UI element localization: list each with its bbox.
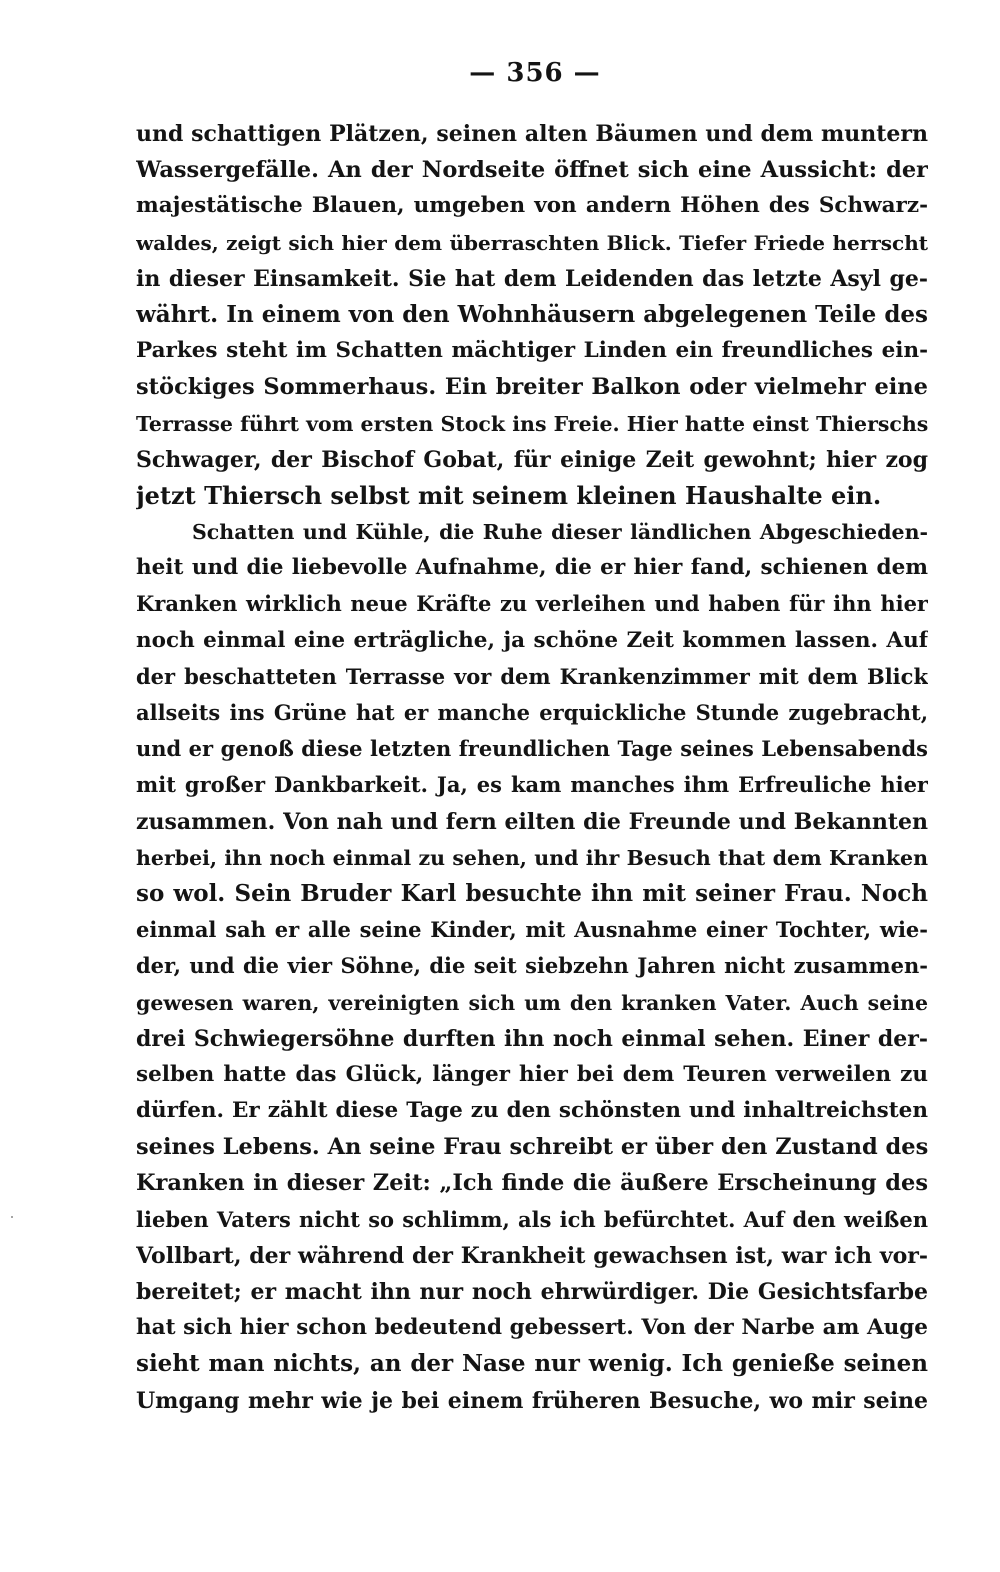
text-line: und schattigen Plätzen, seinen alten Bäumen und dem muntern bbox=[136, 121, 928, 147]
text-line: Terrasse führt vom ersten Stock ins Freie. Hier hatte einst Thierschs bbox=[136, 411, 928, 436]
text-line: Wassergefälle. An der Nordseite öffnet sich eine Aussicht: der bbox=[136, 157, 928, 184]
text-line: einmal sah er alle seine Kinder, mit Ausnahme einer Tochter, wie- bbox=[136, 917, 928, 943]
text-line: waldes, zeigt sich hier dem überraschten Blick. Tiefer Friede herrscht bbox=[136, 230, 928, 255]
text-line: drei Schwiegersöhne durften ihn noch einmal sehen. Einer der- bbox=[136, 1025, 928, 1052]
text-line: währt. In einem von den Wohnhäusern abgelegenen Teile des bbox=[136, 300, 928, 328]
text-line: selben hatte das Glück, länger hier bei dem Teuren verweilen zu bbox=[136, 1061, 928, 1087]
text-line: bereitet; er macht ihn nur noch ehrwürdiger. Die Gesichtsfarbe bbox=[136, 1279, 928, 1305]
body-text bbox=[136, 116, 928, 1419]
text-line: Umgang mehr wie je bei einem früheren Besuche, wo mir seine bbox=[136, 1387, 928, 1414]
text-line: seines Lebens. An seine Frau schreibt er über den Zustand des bbox=[136, 1134, 928, 1161]
text-line: Vollbart, der während der Krankheit gewachsen ist, war ich vor- bbox=[136, 1242, 928, 1269]
text-line: und er genoß diese letzten freundlichen Tage seines Lebensabends bbox=[136, 736, 928, 762]
text-line: in dieser Einsamkeit. Sie hat dem Leidenden das letzte Asyl ge- bbox=[136, 265, 928, 292]
text-line: majestätische Blauen, umgeben von andern Höhen des Schwarz- bbox=[136, 193, 928, 219]
text-line: gewesen waren, vereinigten sich um den kranken Vater. Auch seine bbox=[136, 990, 928, 1015]
text-line: stöckiges Sommerhaus. Ein breiter Balkon oder vielmehr eine bbox=[136, 374, 928, 401]
text-line: Schwager, der Bischof Gobat, für einige Zeit gewohnt; hier zog bbox=[136, 446, 928, 473]
text-line: Kranken wirklich neue Kräfte zu verleihen und haben für ihn hier bbox=[136, 591, 928, 617]
scan-speck bbox=[11, 1216, 13, 1218]
text-line: der, und die vier Söhne, die seit siebzehn Jahren nicht zusammen- bbox=[136, 953, 928, 979]
text-line: mit großer Dankbarkeit. Ja, es kam manches ihm Erfreuliche hier bbox=[136, 772, 928, 798]
text-line: heit und die liebevolle Aufnahme, die er hier fand, schienen dem bbox=[136, 555, 928, 581]
paragraph-start-line: Schatten und Kühle, die Ruhe dieser ländlichen Abgeschieden- bbox=[192, 520, 928, 545]
text-line: so wol. Sein Bruder Karl besuchte ihn mit seiner Frau. Noch bbox=[136, 879, 928, 907]
text-line: Kranken in dieser Zeit: „Ich finde die äußere Erscheinung des bbox=[136, 1170, 928, 1197]
page-number: — 356 — bbox=[469, 58, 601, 88]
text-line: Parkes steht im Schatten mächtiger Linden ein freundliches ein- bbox=[136, 338, 928, 364]
text-line: sieht man nichts, an der Nase nur wenig. Ich genieße seinen bbox=[136, 1350, 928, 1378]
text-line: herbei, ihn noch einmal zu sehen, und ihr Besuch that dem Kranken bbox=[136, 845, 928, 870]
text-line: lieben Vaters nicht so schlimm, als ich befürchtet. Auf den weißen bbox=[136, 1206, 928, 1232]
text-line: hat sich hier schon bedeutend gebessert. Von der Narbe am Auge bbox=[136, 1315, 928, 1341]
text-line: zusammen. Von nah und fern eilten die Freunde und Bekannten bbox=[136, 808, 928, 835]
text-line: allseits ins Grüne hat er manche erquickliche Stunde zugebracht, bbox=[136, 700, 928, 725]
text-line: noch einmal eine erträgliche, ja schöne Zeit kommen lassen. Auf bbox=[136, 627, 928, 653]
text-line: dürfen. Er zählt diese Tage zu den schönsten und inhaltreichsten bbox=[136, 1098, 928, 1124]
paragraph-end-line: jetzt Thiersch selbst mit seinem kleinen Haushalte ein. bbox=[136, 480, 882, 510]
text-line: der beschatteten Terrasse vor dem Krankenzimmer mit dem Blick bbox=[136, 663, 928, 689]
